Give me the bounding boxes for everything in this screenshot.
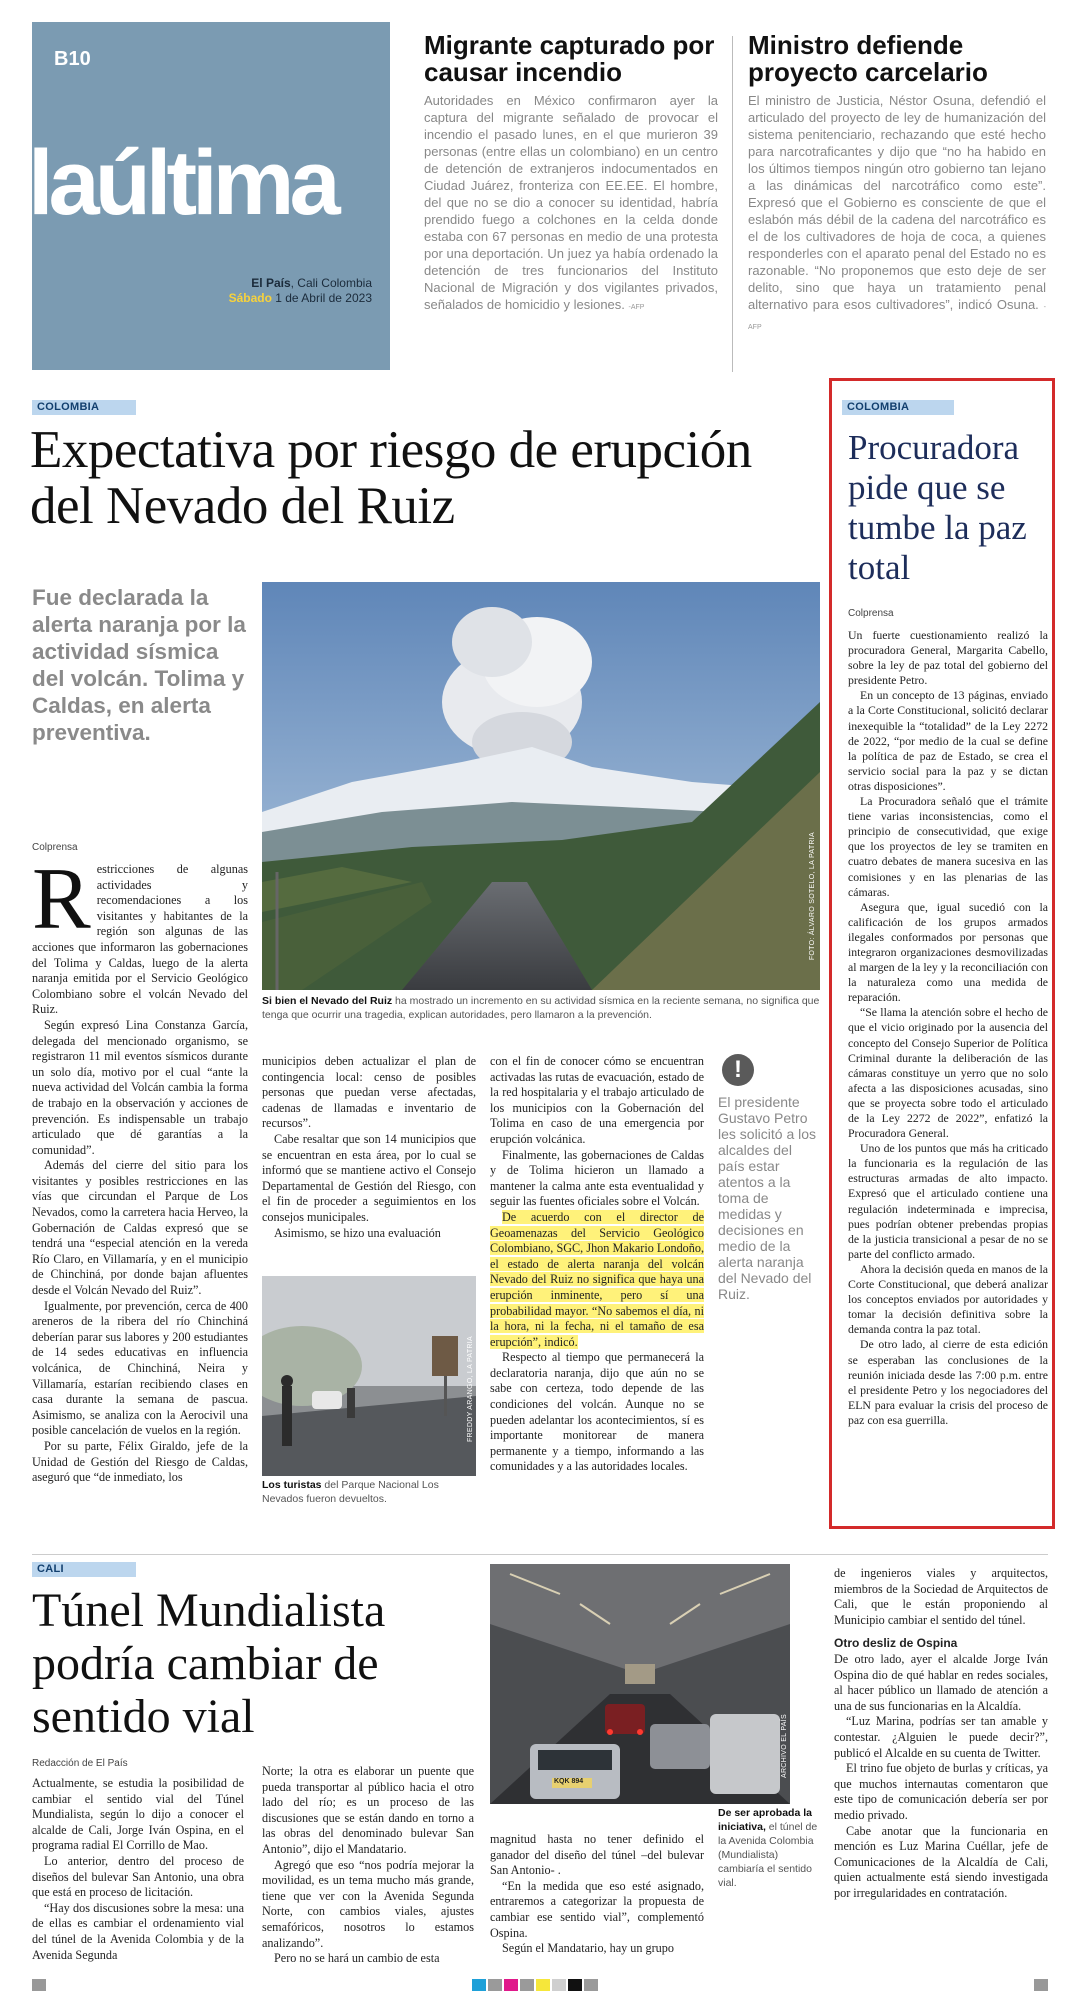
main-deck: Fue declarada la alerta naranja por la actividad sísmica del volcán. Tolima y Caldas, en alerta preventiva. <box>32 585 246 745</box>
paragraph: Respecto al tiempo que permanecerá la declaratoria naranja, dijo que aún no se sabe con certeza, todo depende de las condiciones del volcán. Aunque no se pueden adelantar los acontecimientos, sí es importante monitorear de manera permanente y a tiempo, informando a las comunidades y a las autoridades locales. <box>490 1350 704 1474</box>
paragraph: Un fuerte cuestionamiento realizó la procuradora General, Margarita Cabello, sobre la ley de paz total del gobierno del presidente Petro. <box>848 628 1048 688</box>
paragraph: “Luz Marina, podrías ser tan amable y contestar. ¿Alguien le puede decir?”, publicó el Alcalde en su cuenta de Twitter. <box>834 1714 1048 1760</box>
color-swatch <box>536 1979 550 1991</box>
color-swatch <box>472 1979 486 1991</box>
photo-credit: ARCHIVO EL PAÍS <box>781 1714 788 1779</box>
color-swatch <box>584 1979 598 1991</box>
volcano-image <box>262 582 820 990</box>
main-headline: Expectativa por riesgo de erupción del Nevado del Ruiz <box>30 421 752 535</box>
paragraph: “Hay dos discusiones sobre la mesa: una de ellas es cambiar el ordenamiento vial del túnel de la Avenida Colombia y de la Avenida Segunda <box>32 1900 244 1962</box>
section-brand: laúltima <box>28 132 336 234</box>
tourists-image <box>262 1276 476 1476</box>
bottom-headline: Túnel Mundialista podría cambiar de sentido vial <box>32 1584 386 1743</box>
color-swatch <box>568 1979 582 1991</box>
photo-credit: FOTO: ÁLVARO SOTELO, LA PATRIA <box>809 832 816 961</box>
paragraph: Asegura que, igual sucedió con la calificación de los grupos armados ilegales conformados por personas que integraron organizaciones desmovilizadas al margen de la ley y la reconciliación con la naturaleza como una medida de reparación. <box>848 899 1048 1005</box>
paragraph: Igualmente, por prevención, cerca de 400 areneros de la ribera del río Chinchiná deberían parar sus labores y 200 estudiantes de 14 sedes educativas en influencia volcánica, de Chinchiná, Neira y Villamaría, estarían recibiendo clases en casa durante la semana de pascua. Asimismo, se analiza con la Aerocivil una posible cancelación de vuelos en la región. <box>32 1298 248 1438</box>
brief-ministro <box>748 32 1046 336</box>
bottom-byline: Redacción de El País <box>32 1758 128 1769</box>
paragraph: Actualmente, se estudia la posibilidad de cambiar el sentido vial del Túnel Mundialista, según lo dijo a conocer el alcalde de Cali, Jorge Iván Ospina, en el programa radial El Corrillo de Mao. <box>32 1776 244 1853</box>
alert-icon: ! <box>722 1054 754 1086</box>
paragraph: municipios deben actualizar el plan de contingencia local: censo de posibles personas que puedan verse afectadas, cadenas de llamadas e inventario de recursos”. <box>262 1054 476 1131</box>
volcano-photo <box>262 582 820 990</box>
section-tag: COLOMBIA <box>32 400 136 415</box>
paragraph: La Procuradora señaló que el trámite tiene varias inconsistencias, como el principio de consecutividad, que exige que los proyectos de ley se tramiten en cuatro debates de manera sucesiva en las comisiones y en las plenarias de las cámaras. <box>848 794 1048 899</box>
section-masthead <box>28 22 390 370</box>
brief-headline: Ministro defiende proyecto carcelario <box>748 30 988 87</box>
paragraph: Uno de los puntos que más ha criticado la funcionaria es la regulación de las estructuras armadas de alto impacto. Expresó que el articulado contiene una regulación indeterminada e imprecisa, pues podrían obtener prebendas propias de la justicia transicional a pesar de no se parte del conflicto armado. <box>848 1141 1048 1261</box>
main-col-3 <box>490 1054 704 1475</box>
paragraph: “Se llama la atención sobre el hecho de que el vicio originado por la ausencia del concepto del Consejo Superior de Política Criminal durante la deliberación de las cámaras constituye un yerro que no solo afecta a las disposiciones acusadas, sino que se proyecta sobre todo el articulado de la Ley 2272 de 2022”, enfatizó la Procuradora General. <box>848 1005 1048 1141</box>
side-headline: Procuradora pide que se tumbe la paz total <box>848 428 1027 587</box>
license-plate: KQK 894 <box>554 1778 584 1785</box>
bottom-col-2 <box>262 1764 474 1967</box>
paragraph: de ingenieros viales y arquitectos, miembros de la Sociedad de Arquitectos de Cali, que le están proponiendo al Municipio cambiar el sentido del túnel. <box>834 1566 1048 1627</box>
brief-body: El ministro de Justicia, Néstor Osuna, defendió el articulado del proyecto de ley de humanización del sistema penitenciario, rechazando que esté hecho para narcotraficantes y dijo que “no ha habido en los últimos tiempos ningún otro gobierno tan lejano a las dinámicas del narcotráfico como este”. Expresó que el Gobierno es consciente de que el eslabón más débil de la cadena del narcotráfico es el de los cultivadores de hoja de coca, a quienes responderles con el aparato penal del Estado no es razonable. “No proponemos que esto deje de ser delito, sino que haya un tratamiento penal alternativo para esos cultivadores”, indicó Osuna. -AFP <box>748 93 1046 331</box>
date: 1 de Abril de 2023 <box>275 291 372 305</box>
color-swatch <box>520 1979 534 1991</box>
paragraph: En un concepto de 13 páginas, enviado a la Corte Constitucional, solicitó declarar inexequible la “totalidad” de la Ley 2272 de 2022, “por medio de la cual se define la política de paz de Estado, se crea el servicio social para la paz y se dictan otras disposiciones”. <box>848 688 1048 793</box>
paper-name: El País <box>251 276 291 290</box>
main-col-2 <box>262 1054 476 1241</box>
paragraph: De otro lado, al cierre de esta edición se esperaban las conclusiones de la reunión iniciada desde las 7:00 p.m. entre el presidente Petro y los negociadores del ELN para evaluar la crisis del proceso de paz con esa guerrilla. <box>848 1337 1048 1427</box>
main-photo-caption: Si bien el Nevado del Ruiz ha mostrado un incremento en su actividad sísmica en la reciente semana, no significa que tenga que ocurrir una tragedia, explican autoridades, pero llamaron a la prevención. <box>262 995 820 1021</box>
section-tag: CALI <box>32 1562 136 1577</box>
section-tag: COLOMBIA <box>842 400 954 415</box>
column-rule <box>732 36 733 372</box>
paragraph: Según el Mandatario, hay un grupo <box>502 1941 674 1956</box>
main-byline: Colprensa <box>32 842 78 853</box>
color-swatch <box>504 1979 518 1991</box>
side-body <box>848 628 1048 1428</box>
print-color-bar <box>32 1979 1048 1991</box>
sidenote: El presidente Gustavo Petro les solicitó a los alcaldes del país estar atentos a la toma de medidas y decisiones en medio de la alerta naranja del Nevado del Ruiz. <box>718 1094 817 1302</box>
photo-credit: FREDDY ARANGO, LA PATRIA <box>467 1336 474 1443</box>
paragraph: Además del cierre del sitio para los visitantes y posibles restricciones en las vías que circundan el Parque de Los Nevados, como la carretera hacia Herveo, la Gobernación de Caldas expresó que se tendrá una “especial atención en la vereda Río Claro, en Villamaría, y en el municipio de Chinchiná, por donde bajan afluentes desde el Volcán Nevado del Ruiz”. <box>32 1158 248 1298</box>
paragraph: El trino fue objeto de burlas y críticas, ya que muchos internautas comentaron que este tipo de comunicación debería ser por medio privado. <box>834 1761 1048 1822</box>
paragraph: Norte; la otra es elaborar un puente que pueda transportar al público hacia el otro lado del río; es un proceso de las discusiones que se están dando en torno a las obras del denominado bulevar San Antonio”, dijo el Mandatario. <box>262 1764 474 1856</box>
registration-mark <box>1034 1979 1048 1991</box>
paragraph: Lo anterior, dentro del proceso de diseños del bulevar San Antonio, una obra que está en proceso de licitación. <box>32 1853 244 1900</box>
color-swatch <box>552 1979 566 1991</box>
paragraph: Por su parte, Félix Giraldo, jefe de la Unidad de Gestión del Riesgo de Caldas, aseguró que “de inmediato, los <box>32 1438 248 1485</box>
section-divider <box>32 1554 1048 1555</box>
paragraph: Cabe resaltar que son 14 municipios que se encuentran en esta área, por lo cual se informó que se mantiene activo el Consejo Departamental de Gestión del Riesgo, con el fin de proceder a seguimientos en los consejos municipales. <box>262 1131 476 1224</box>
paragraph: Ahora la decisión queda en manos de la Corte Constitucional, que deberá analizar los conceptos enviados por autoridades y tomar la decisión definitiva sobre la demanda contra la paz total. <box>848 1261 1048 1337</box>
paragraph: Según expresó Lina Constanza García, delegada del mencionado organismo, se registraron 11 mil eventos sísmicos durante un solo día, motivo por el cual “ante la nueva actividad del Volcán cambia la forma de trabajo en la observación y acciones de prevención. Es indispensable un trabajo articulado que dé garantías a la comunidad”. <box>32 1017 248 1157</box>
side-byline: Colprensa <box>848 608 894 619</box>
tunnel-image <box>490 1564 790 1804</box>
city: Cali Colombia <box>297 276 372 290</box>
color-swatch <box>488 1979 502 1991</box>
paragraph: con el fin de conocer cómo se encuentran activadas las rutas de evacuación, estado de la red hospitalaria y el trabajo articulado de los municipios con la Gobernación del Tolima en caso de una emergencia por erupción volcánica. <box>490 1054 704 1146</box>
brief-body: Autoridades en México confirmaron ayer la captura del migrante señalado de provocar el incendio el pasado lunes, en el que murieron 39 personas (entre ellas un colombiano) en un centro de detención de extranjeros indocumentados en Ciudad Juárez, fronteriza con EE.EE. El hombre, del que no se dio a conocer su identidad, habría prendido fuego a colchones en la celda donde estaba con 67 personas en medio de una protesta por una deportación. Un juez ya había ordenado la detención de tres funcionarios del Instituto Nacional de Migración y dos vigilantes privados, señalados de homicidio y lesiones. -AFP <box>424 93 718 312</box>
brief-headline: Migrante capturado por causar incendio <box>424 30 715 87</box>
tourists-caption: Los turistas del Parque Nacional Los Nevados fueron devueltos. <box>262 1479 439 1505</box>
paragraph: Pero no se hará un cambio de esta <box>274 1951 440 1966</box>
dateline: El País, Cali Colombia Sábado 1 de Abril de 2023 <box>228 276 372 305</box>
brief-migrante <box>424 32 718 316</box>
lead-paragraph: Restricciones de algunas actividades y recomendaciones a los visitantes y habitantes de la región son algunas de las acciones que informaron las gobernaciones del Tolima y Caldas, luego de la alerta naranja emitida por el Servicio Geológico Colombiano sobre el volcán Nevado del Ruiz. <box>32 851 248 1017</box>
paragraph: Agregó que eso “nos podría mejorar la movilidad, es un tema mucho más grande, tiene que ver con la Avenida Segunda Norte, con cambios viales, ajustes semafóricos, nosotros lo estamos analizando”. <box>262 1857 474 1950</box>
paragraph: Cabe anotar que la funcionaria en mención es Luz Marina Cuéllar, jefe de Comunicaciones de la Alcaldía de Cali, quien actualmente está siendo investigada por irregularidades en contratación. <box>834 1823 1048 1900</box>
highlighted-paragraph: De acuerdo con el director de Geoamenazas del Servicio Geológico Colombiano, SGC, Jhon Makario Londoño, el estado de alerta naranja del volcán Nevado del Ruiz no significa que haya una erupción inminente, pero sí una probabilidad mayor. “No sabemos el día, ni la hora, ni la fecha, ni el tamaño de esa erupción”, indicó. <box>490 1209 704 1349</box>
tourists-photo <box>262 1276 476 1476</box>
bottom-col-1 <box>32 1776 244 1963</box>
bottom-col-3 <box>490 1832 704 1957</box>
tunnel-photo <box>490 1564 790 1804</box>
tunnel-caption-bold: De ser aprobada la iniciativa, el túnel de la Avenida Colombia (Mundialista) cambiaría el sentido vial. <box>718 1807 818 1889</box>
paragraph: Asimismo, se hizo una evaluación <box>274 1225 441 1240</box>
subhead: Otro desliz de Ospina <box>834 1636 958 1651</box>
dropcap: R <box>32 851 91 948</box>
registration-mark <box>32 1979 46 1991</box>
paragraph: Finalmente, las gobernaciones de Caldas y de Tolima hicieron un llamado a mantener la calma ante esta eventualidad y seguir las fuentes oficiales sobre el Volcán. <box>490 1147 704 1209</box>
bottom-col-4 <box>834 1566 1048 1901</box>
paragraph: “En la medida que eso esté asignado, entraremos a categorizar la propuesta de cambiar ese sentido vial”, complementó Ospina. <box>490 1878 704 1940</box>
main-col-1 <box>32 851 248 1486</box>
weekday: Sábado <box>228 291 272 305</box>
paragraph: magnitud hasta no tener definido el ganador del diseño del túnel –del bulevar San Antonio- . <box>490 1832 704 1878</box>
page-number: B10 <box>54 48 91 70</box>
paragraph: De otro lado, ayer el alcalde Jorge Iván Ospina dio de qué hablar en redes sociales, al hacer público un llamado de atención a una de sus funcionarias en la Alcaldía. <box>834 1651 1048 1713</box>
